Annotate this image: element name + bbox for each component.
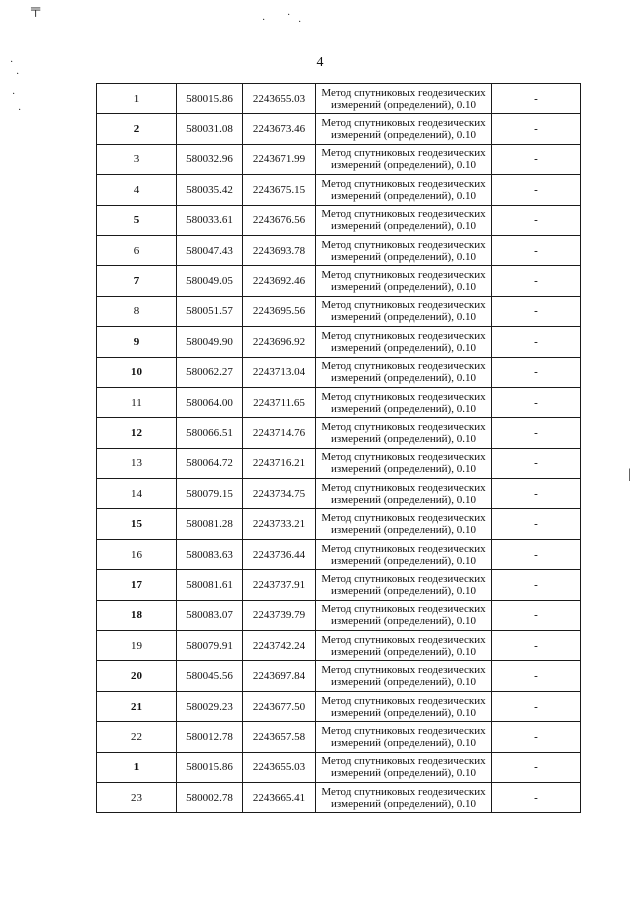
table-row xyxy=(97,600,581,630)
method-line-2: измерений (определений), 0.10 xyxy=(331,493,476,506)
table-row xyxy=(97,539,581,569)
coordinate-y: 2243675.15 xyxy=(243,175,316,205)
method-line-1: Метод спутниковых геодезических xyxy=(321,208,486,221)
table-row xyxy=(97,782,581,812)
method-line-2: измерений (определений), 0.10 xyxy=(331,736,476,749)
point-number: 10 xyxy=(97,357,177,387)
table-row xyxy=(97,448,581,478)
table-row xyxy=(97,266,581,296)
coordinate-y: 2243665.41 xyxy=(243,782,316,812)
method-accuracy xyxy=(316,114,492,144)
coordinate-x: 580015.86 xyxy=(177,752,243,782)
method-line-1: Метод спутниковых геодезических xyxy=(321,755,486,768)
method-accuracy xyxy=(316,266,492,296)
coordinate-y: 2243736.44 xyxy=(243,539,316,569)
scan-artifact-mark: ╤ xyxy=(31,1,41,16)
method-line-1: Метод спутниковых геодезических xyxy=(321,117,486,130)
coordinate-y: 2243676.56 xyxy=(243,205,316,235)
method-line-2: измерений (определений), 0.10 xyxy=(331,311,476,324)
coordinate-x: 580033.61 xyxy=(177,205,243,235)
point-number: 18 xyxy=(97,600,177,630)
method-line-2: измерений (определений), 0.10 xyxy=(331,341,476,354)
coordinate-y: 2243657.58 xyxy=(243,722,316,752)
scan-artifact-speck: · xyxy=(18,105,22,116)
coordinate-x: 580049.90 xyxy=(177,327,243,357)
scan-artifact-speck: · xyxy=(16,69,20,80)
description-dash: - xyxy=(492,175,581,205)
description-dash: - xyxy=(492,631,581,661)
description-dash: - xyxy=(492,205,581,235)
method-line-1: Метод спутниковых геодезических xyxy=(321,238,486,251)
method-line-2: измерений (определений), 0.10 xyxy=(331,554,476,567)
coordinate-x: 580079.15 xyxy=(177,479,243,509)
method-line-1: Метод спутниковых геодезических xyxy=(321,86,486,99)
method-line-1: Метод спутниковых геодезических xyxy=(321,299,486,312)
coordinate-y: 2243716.21 xyxy=(243,448,316,478)
method-line-2: измерений (определений), 0.10 xyxy=(331,281,476,294)
coordinate-y: 2243697.84 xyxy=(243,661,316,691)
point-number: 9 xyxy=(97,327,177,357)
scan-artifact-speck: · xyxy=(12,89,16,100)
point-number: 3 xyxy=(97,144,177,174)
coordinate-x: 580083.63 xyxy=(177,539,243,569)
method-accuracy xyxy=(316,175,492,205)
table-row xyxy=(97,509,581,539)
method-line-2: измерений (определений), 0.10 xyxy=(331,767,476,780)
coordinates-table xyxy=(96,83,581,813)
point-number: 17 xyxy=(97,570,177,600)
method-line-1: Метод спутниковых геодезических xyxy=(321,360,486,373)
description-dash: - xyxy=(492,570,581,600)
method-line-2: измерений (определений), 0.10 xyxy=(331,129,476,142)
description-dash: - xyxy=(492,266,581,296)
method-line-1: Метод спутниковых геодезических xyxy=(321,329,486,342)
coordinates-table-body xyxy=(97,84,581,813)
coordinate-y: 2243737.91 xyxy=(243,570,316,600)
table-row xyxy=(97,691,581,721)
table-row xyxy=(97,752,581,782)
description-dash: - xyxy=(492,357,581,387)
method-accuracy xyxy=(316,296,492,326)
description-dash: - xyxy=(492,448,581,478)
coordinate-y: 2243696.92 xyxy=(243,327,316,357)
method-line-2: измерений (определений), 0.10 xyxy=(331,676,476,689)
method-accuracy xyxy=(316,387,492,417)
method-line-2: измерений (определений), 0.10 xyxy=(331,250,476,263)
method-line-1: Метод спутниковых геодезических xyxy=(321,572,486,585)
method-line-2: измерений (определений), 0.10 xyxy=(331,159,476,172)
table-row xyxy=(97,357,581,387)
point-number: 19 xyxy=(97,631,177,661)
coordinate-y: 2243692.46 xyxy=(243,266,316,296)
method-accuracy xyxy=(316,661,492,691)
method-line-2: измерений (определений), 0.10 xyxy=(331,402,476,415)
scan-artifact-speck: · xyxy=(262,15,266,26)
coordinate-x: 580081.61 xyxy=(177,570,243,600)
coordinate-x: 580015.86 xyxy=(177,84,243,114)
method-accuracy xyxy=(316,782,492,812)
coordinate-y: 2243671.99 xyxy=(243,144,316,174)
method-accuracy xyxy=(316,539,492,569)
method-line-2: измерений (определений), 0.10 xyxy=(331,584,476,597)
method-accuracy xyxy=(316,235,492,265)
point-number: 13 xyxy=(97,448,177,478)
method-line-1: Метод спутниковых геодезических xyxy=(321,633,486,646)
coordinate-y: 2243677.50 xyxy=(243,691,316,721)
point-number: 14 xyxy=(97,479,177,509)
table-row xyxy=(97,570,581,600)
point-number: 7 xyxy=(97,266,177,296)
point-number: 1 xyxy=(97,752,177,782)
coordinate-y: 2243711.65 xyxy=(243,387,316,417)
method-line-2: измерений (определений), 0.10 xyxy=(331,189,476,202)
coordinate-y: 2243693.78 xyxy=(243,235,316,265)
method-line-1: Метод спутниковых геодезических xyxy=(321,542,486,555)
table-row xyxy=(97,327,581,357)
table-row xyxy=(97,84,581,114)
coordinate-x: 580032.96 xyxy=(177,144,243,174)
coordinate-x: 580081.28 xyxy=(177,509,243,539)
method-accuracy xyxy=(316,84,492,114)
description-dash: - xyxy=(492,722,581,752)
method-line-1: Метод спутниковых геодезических xyxy=(321,390,486,403)
table-row xyxy=(97,235,581,265)
method-accuracy xyxy=(316,600,492,630)
method-line-1: Метод спутниковых геодезических xyxy=(321,512,486,525)
method-line-2: измерений (определений), 0.10 xyxy=(331,432,476,445)
method-line-2: измерений (определений), 0.10 xyxy=(331,463,476,476)
scan-artifact-speck: · xyxy=(10,57,14,68)
page-number: 4 xyxy=(316,55,324,70)
description-dash: - xyxy=(492,418,581,448)
method-line-1: Метод спутниковых геодезических xyxy=(321,664,486,677)
description-dash: - xyxy=(492,327,581,357)
method-accuracy xyxy=(316,722,492,752)
coordinate-x: 580029.23 xyxy=(177,691,243,721)
method-accuracy xyxy=(316,144,492,174)
point-number: 22 xyxy=(97,722,177,752)
coordinate-y: 2243655.03 xyxy=(243,752,316,782)
description-dash: - xyxy=(492,84,581,114)
description-dash: - xyxy=(492,114,581,144)
table-row xyxy=(97,418,581,448)
method-accuracy xyxy=(316,418,492,448)
method-accuracy xyxy=(316,327,492,357)
method-line-1: Метод спутниковых геодезических xyxy=(321,177,486,190)
scan-artifact-speck: · xyxy=(287,10,291,21)
method-line-1: Метод спутниковых геодезических xyxy=(321,451,486,464)
table-row xyxy=(97,722,581,752)
table-row xyxy=(97,661,581,691)
point-number: 6 xyxy=(97,235,177,265)
method-accuracy xyxy=(316,479,492,509)
method-line-2: измерений (определений), 0.10 xyxy=(331,220,476,233)
coordinate-x: 580002.78 xyxy=(177,782,243,812)
method-line-2: измерений (определений), 0.10 xyxy=(331,706,476,719)
method-line-2: измерений (определений), 0.10 xyxy=(331,645,476,658)
method-accuracy xyxy=(316,691,492,721)
coordinate-x: 580049.05 xyxy=(177,266,243,296)
coordinate-x: 580064.72 xyxy=(177,448,243,478)
coordinate-y: 2243713.04 xyxy=(243,357,316,387)
description-dash: - xyxy=(492,782,581,812)
method-line-2: измерений (определений), 0.10 xyxy=(331,615,476,628)
method-line-2: измерений (определений), 0.10 xyxy=(331,524,476,537)
coordinate-y: 2243655.03 xyxy=(243,84,316,114)
point-number: 12 xyxy=(97,418,177,448)
description-dash: - xyxy=(492,387,581,417)
description-dash: - xyxy=(492,691,581,721)
coordinate-y: 2243673.46 xyxy=(243,114,316,144)
coordinate-y: 2243734.75 xyxy=(243,479,316,509)
coordinate-y: 2243739.79 xyxy=(243,600,316,630)
point-number: 1 xyxy=(97,84,177,114)
coordinate-y: 2243714.76 xyxy=(243,418,316,448)
coordinate-y: 2243695.56 xyxy=(243,296,316,326)
table-row xyxy=(97,205,581,235)
point-number: 2 xyxy=(97,114,177,144)
table-row xyxy=(97,296,581,326)
method-line-1: Метод спутниковых геодезических xyxy=(321,420,486,433)
description-dash: - xyxy=(492,509,581,539)
method-line-1: Метод спутниковых геодезических xyxy=(321,694,486,707)
coordinate-x: 580051.57 xyxy=(177,296,243,326)
method-line-1: Метод спутниковых геодезических xyxy=(321,147,486,160)
description-dash: - xyxy=(492,235,581,265)
point-number: 16 xyxy=(97,539,177,569)
method-line-1: Метод спутниковых геодезических xyxy=(321,481,486,494)
point-number: 23 xyxy=(97,782,177,812)
method-line-2: измерений (определений), 0.10 xyxy=(331,372,476,385)
table-row xyxy=(97,114,581,144)
description-dash: - xyxy=(492,661,581,691)
description-dash: - xyxy=(492,539,581,569)
point-number: 5 xyxy=(97,205,177,235)
coordinate-x: 580064.00 xyxy=(177,387,243,417)
table-row xyxy=(97,387,581,417)
point-number: 20 xyxy=(97,661,177,691)
table-row xyxy=(97,144,581,174)
coordinate-x: 580047.43 xyxy=(177,235,243,265)
coordinate-y: 2243733.21 xyxy=(243,509,316,539)
point-number: 15 xyxy=(97,509,177,539)
point-number: 4 xyxy=(97,175,177,205)
method-line-2: измерений (определений), 0.10 xyxy=(331,797,476,810)
point-number: 21 xyxy=(97,691,177,721)
coordinate-y: 2243742.24 xyxy=(243,631,316,661)
scan-artifact-speck: · xyxy=(298,17,302,28)
method-accuracy xyxy=(316,205,492,235)
description-dash: - xyxy=(492,296,581,326)
description-dash: - xyxy=(492,600,581,630)
description-dash: - xyxy=(492,144,581,174)
table-row xyxy=(97,631,581,661)
method-line-1: Метод спутниковых геодезических xyxy=(321,785,486,798)
method-accuracy xyxy=(316,631,492,661)
description-dash: - xyxy=(492,479,581,509)
method-line-1: Метод спутниковых геодезических xyxy=(321,603,486,616)
coordinate-x: 580062.27 xyxy=(177,357,243,387)
coordinate-x: 580079.91 xyxy=(177,631,243,661)
description-dash: - xyxy=(492,752,581,782)
method-accuracy xyxy=(316,448,492,478)
coordinate-x: 580066.51 xyxy=(177,418,243,448)
coordinate-x: 580031.08 xyxy=(177,114,243,144)
coordinate-x: 580035.42 xyxy=(177,175,243,205)
method-accuracy xyxy=(316,752,492,782)
method-accuracy xyxy=(316,357,492,387)
method-line-1: Метод спутниковых геодезических xyxy=(321,724,486,737)
scan-artifact-edge: | xyxy=(628,467,631,482)
point-number: 8 xyxy=(97,296,177,326)
method-line-1: Метод спутниковых геодезических xyxy=(321,269,486,282)
coordinate-x: 580045.56 xyxy=(177,661,243,691)
coordinate-x: 580012.78 xyxy=(177,722,243,752)
table-row xyxy=(97,175,581,205)
point-number: 11 xyxy=(97,387,177,417)
method-accuracy xyxy=(316,570,492,600)
table-row xyxy=(97,479,581,509)
coordinate-x: 580083.07 xyxy=(177,600,243,630)
method-line-2: измерений (определений), 0.10 xyxy=(331,98,476,111)
method-accuracy xyxy=(316,509,492,539)
